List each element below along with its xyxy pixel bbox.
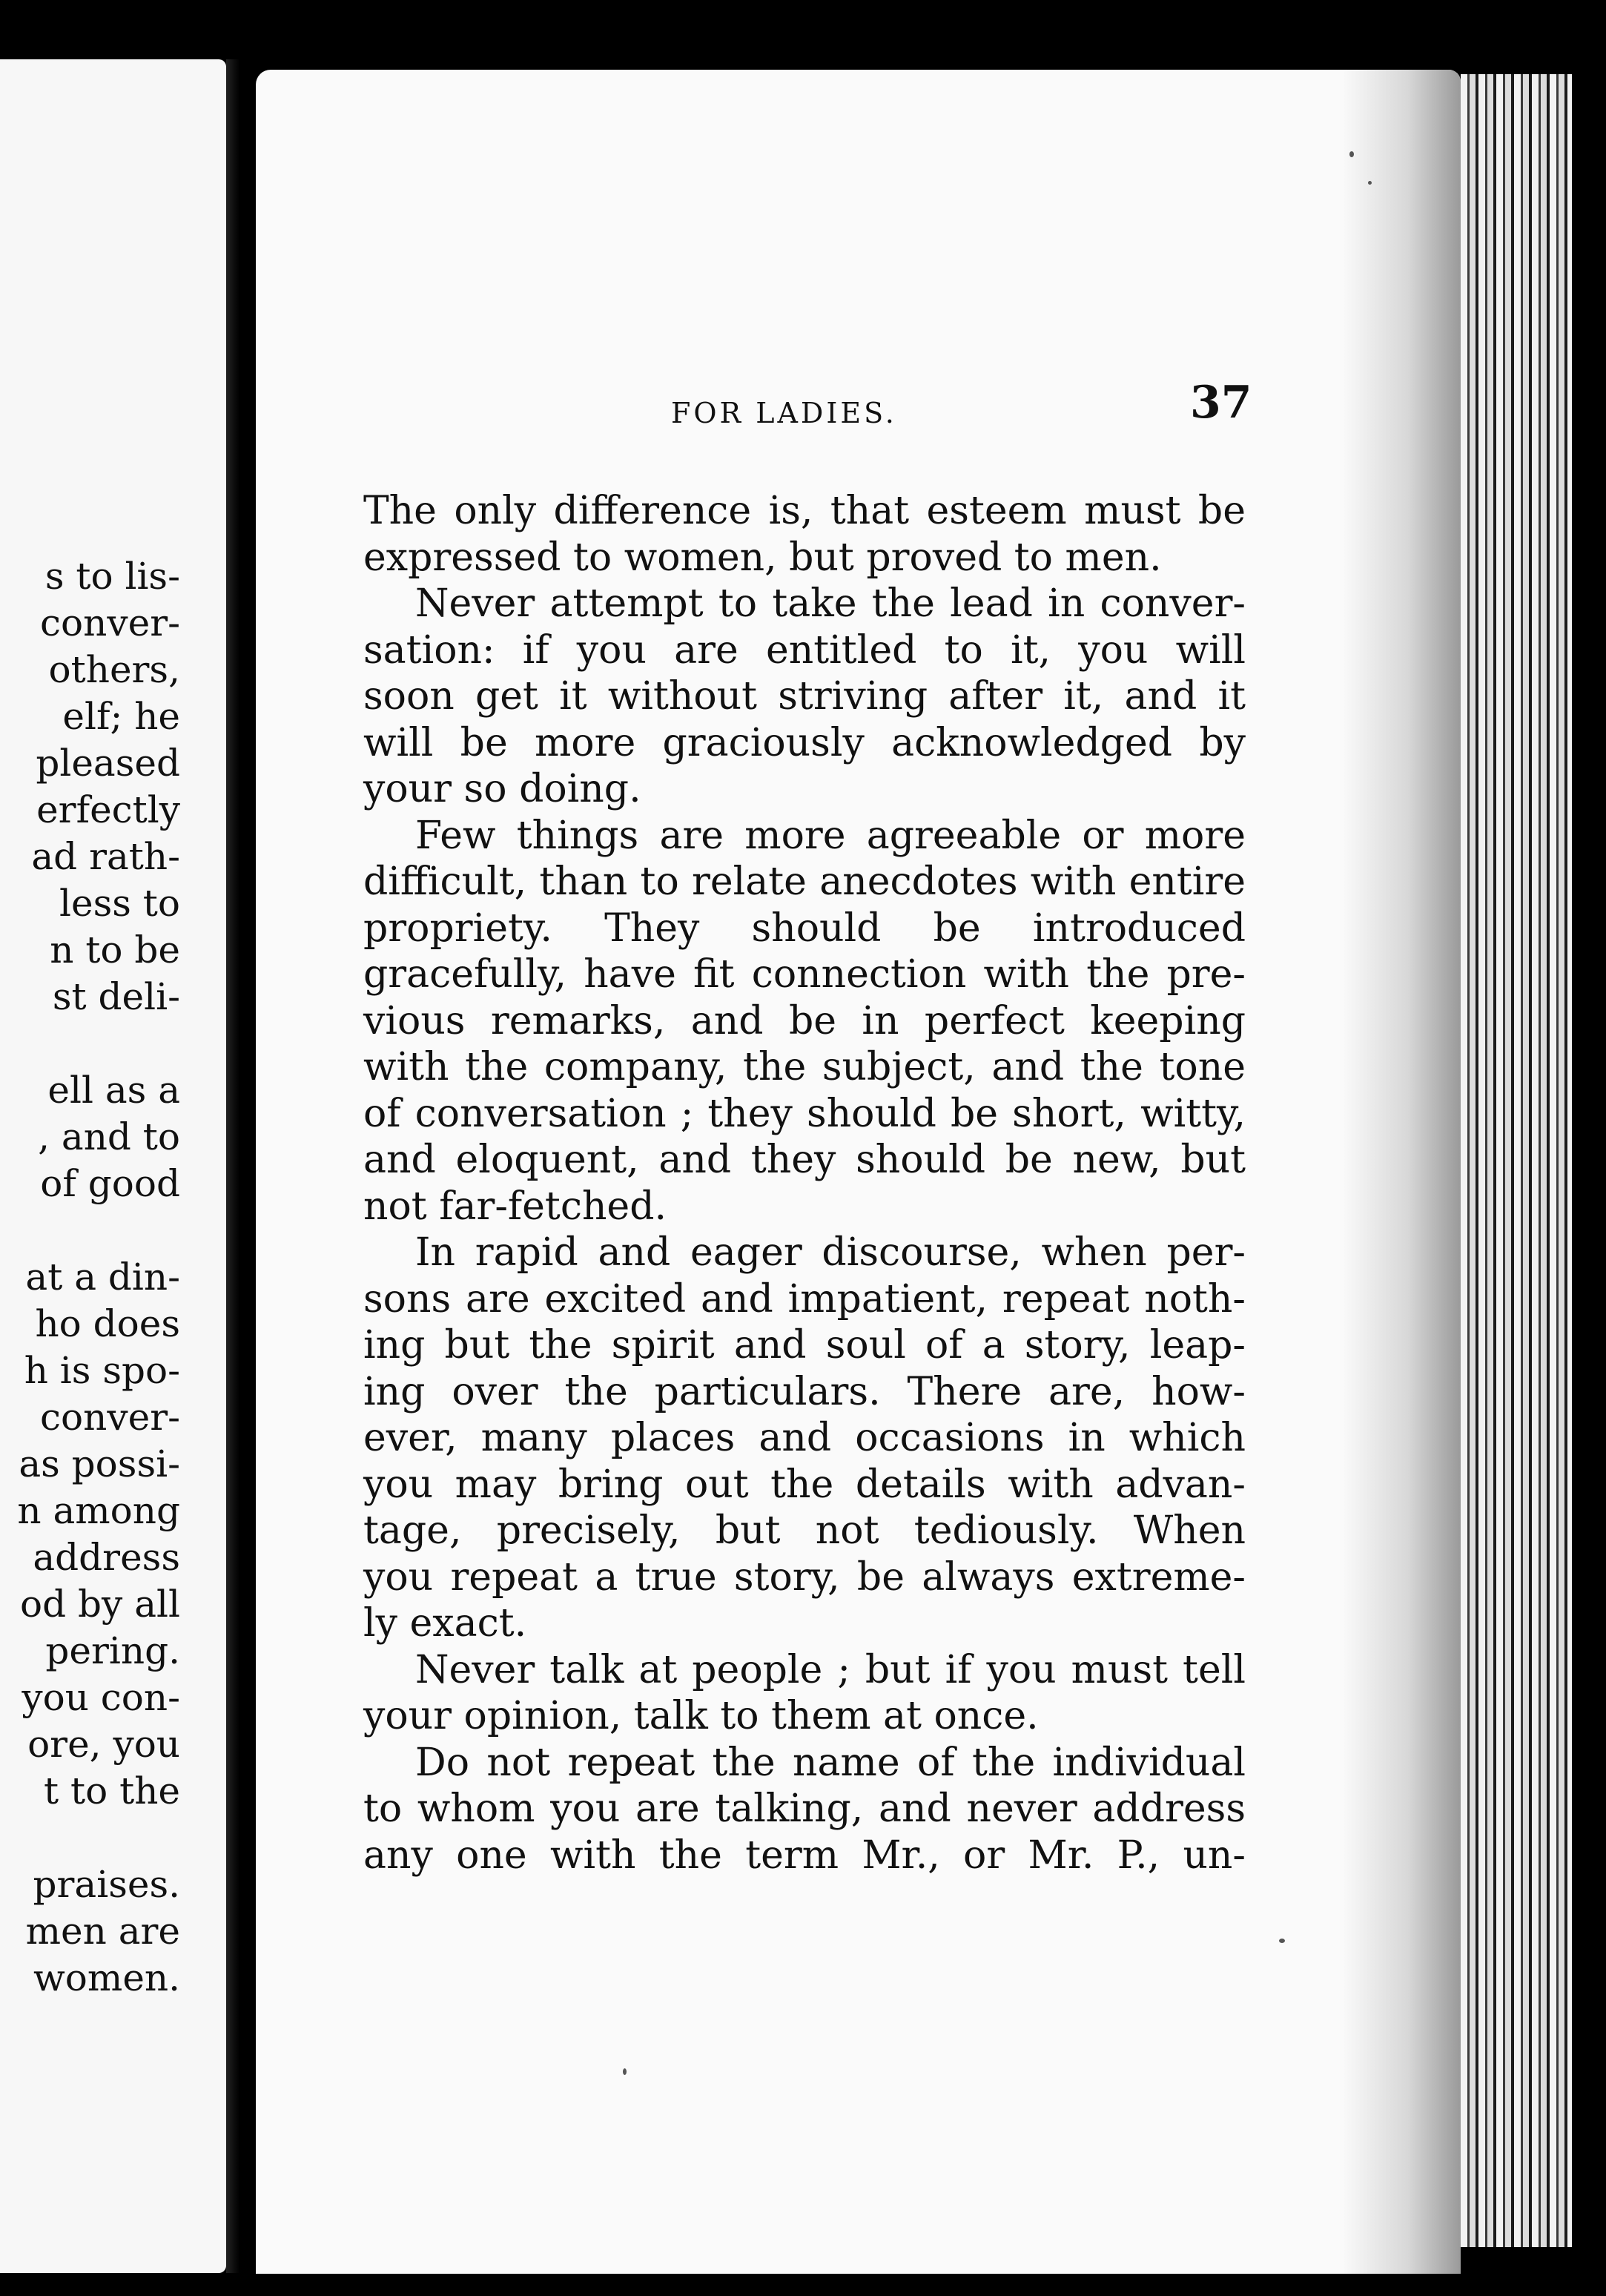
running-head: FOR LADIES. xyxy=(671,397,897,429)
left-page-text xyxy=(17,553,180,2002)
text-line: expressed to women, but proved to men. xyxy=(363,535,1162,580)
left-page-line: ho does xyxy=(35,1302,180,1345)
text-line: Few things are more agreeable or more xyxy=(415,813,1246,858)
text-line: to whom you are talking, and never address xyxy=(363,1787,1246,1831)
text-line: propriety. They should be introduced xyxy=(363,905,1246,951)
text-line: and eloquent, and they should be new, but xyxy=(363,1138,1246,1182)
text-line: difficult, than to relate anecdotes with entire xyxy=(363,860,1246,904)
book-gutter xyxy=(226,59,256,2273)
text-line: The only difference is, that esteem must be xyxy=(363,489,1246,533)
left-page-line: men are xyxy=(25,1910,180,1953)
left-page-line: st deli- xyxy=(52,975,180,1018)
left-page-line: h is spo- xyxy=(24,1349,180,1392)
text-line: ever, many places and occasions in which xyxy=(363,1416,1246,1460)
text-line: you repeat a true story, be always extreme- xyxy=(363,1554,1246,1600)
left-page-line: address xyxy=(33,1536,180,1579)
text-line: with the company, the subject, and the tone xyxy=(363,1045,1246,1089)
left-page-line: less to xyxy=(59,882,180,925)
left-page-line: od by all xyxy=(20,1583,180,1626)
left-page-line: , and to xyxy=(38,1115,180,1158)
left-page-line: of good xyxy=(40,1162,180,1205)
left-page-line xyxy=(17,1020,180,1067)
left-page-line: conver- xyxy=(40,601,180,644)
text-line: gracefully, have fit connection with the pre- xyxy=(363,952,1246,997)
text-line: of conversation ; they should be short, witty, xyxy=(363,1091,1246,1136)
left-page-line: t to the xyxy=(44,1769,180,1812)
left-page-line: pering. xyxy=(45,1629,180,1672)
text-line: Never talk at people ; but if you must tell xyxy=(415,1647,1246,1692)
page-number: 37 xyxy=(1190,377,1252,429)
left-page-line: you con- xyxy=(22,1676,180,1719)
left-page xyxy=(0,59,226,2273)
scan-speck xyxy=(1349,151,1354,157)
text-line: will be more graciously acknowledged by xyxy=(363,720,1246,765)
scan-speck xyxy=(1368,181,1372,185)
text-line: ing but the spirit and soul of a story, leap- xyxy=(363,1323,1246,1368)
left-page-line: conver- xyxy=(40,1396,180,1439)
text-line: sons are excited and impatient, repeat noth- xyxy=(363,1276,1246,1322)
scan-speck xyxy=(623,2068,627,2075)
left-page-line: pleased xyxy=(36,742,180,785)
page-curl-shadow xyxy=(1342,70,1461,2274)
text-line: Never attempt to take the lead in conver- xyxy=(415,581,1246,626)
left-page-line: others, xyxy=(48,648,180,691)
text-line: Do not repeat the name of the individual xyxy=(415,1740,1246,1785)
book-page-edges xyxy=(1461,74,1572,2247)
left-page-line: women. xyxy=(33,1956,180,1999)
scan-speck xyxy=(1279,1939,1285,1943)
text-line: soon get it without striving after it, and it xyxy=(363,674,1246,719)
text-line: In rapid and eager discourse, when per- xyxy=(415,1230,1246,1275)
text-line: your opinion, talk to them at once. xyxy=(363,1694,1039,1738)
text-line: tage, precisely, but not tediously. When xyxy=(363,1508,1246,1553)
left-page-line: as possi- xyxy=(19,1442,180,1485)
text-line: any one with the term Mr., or Mr. P., un- xyxy=(363,1832,1246,1878)
left-page-line: elf; he xyxy=(62,695,180,738)
left-page-line: s to lis- xyxy=(44,555,180,598)
text-line: ly exact. xyxy=(363,1601,527,1646)
left-page-line: n to be xyxy=(50,928,180,971)
left-page-line: erfectly xyxy=(36,788,180,831)
left-page-line: n among xyxy=(17,1489,180,1532)
text-line: ing over the particulars. There are, how- xyxy=(363,1369,1246,1414)
body-text xyxy=(363,488,1246,1878)
left-page-line: ad rath- xyxy=(31,835,180,878)
text-line: not far-fetched. xyxy=(363,1184,667,1229)
text-line: your so doing. xyxy=(363,767,641,811)
left-page-line: ore, you xyxy=(27,1723,180,1766)
left-page-line: ell as a xyxy=(47,1069,180,1112)
text-line: vious remarks, and be in perfect keeping xyxy=(363,998,1246,1043)
left-page-line: praises. xyxy=(33,1863,180,1906)
text-line: sation: if you are entitled to it, you will xyxy=(363,627,1246,673)
left-page-line: at a din- xyxy=(25,1256,180,1299)
text-line: you may bring out the details with advan- xyxy=(363,1462,1246,1507)
left-page-line xyxy=(17,1207,180,1254)
left-page-line xyxy=(17,1815,180,1861)
